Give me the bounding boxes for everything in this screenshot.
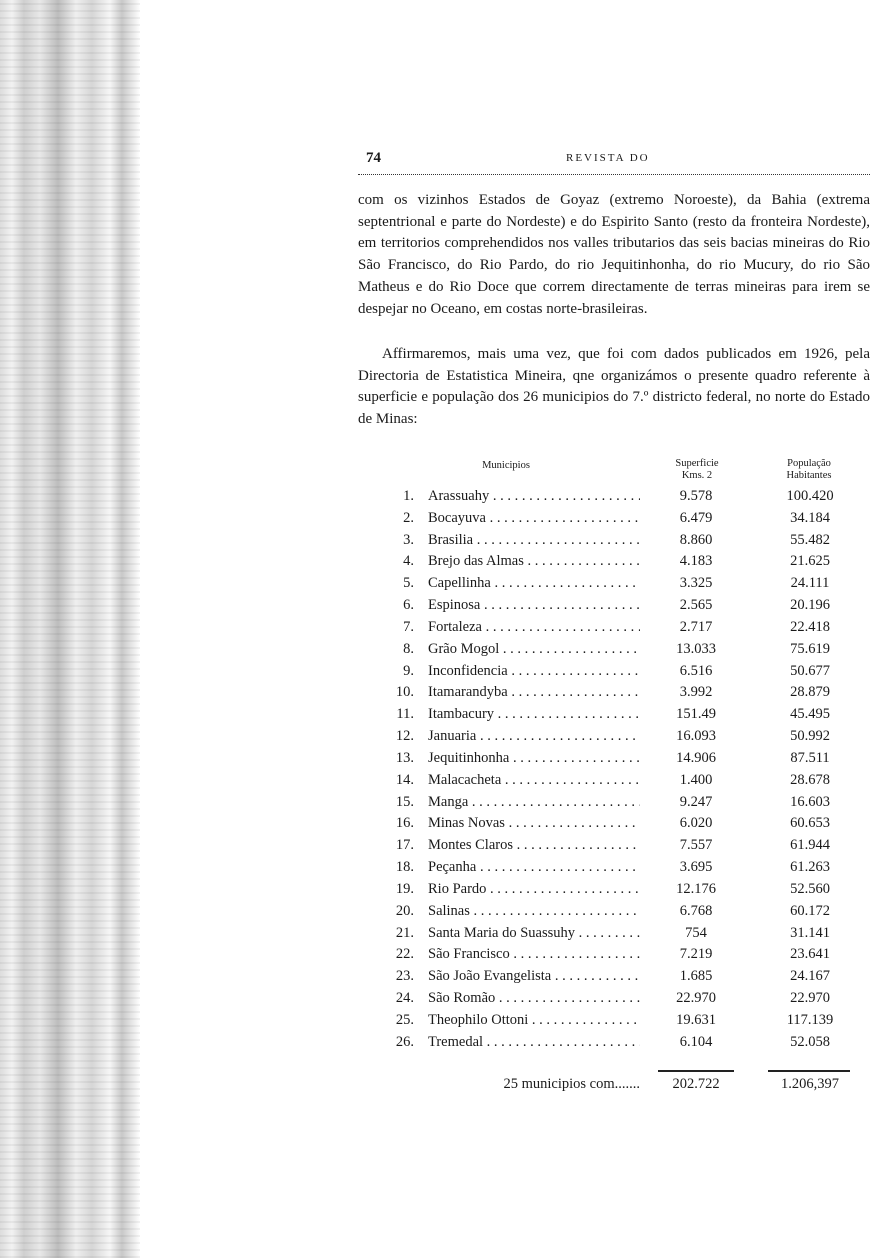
total-label: 25 municipios com....... xyxy=(503,1076,640,1092)
table-row: 10. Itamarandyba . . . 3.992 28.879 xyxy=(360,682,870,704)
table-row: 14. Malacacheta . . . 1.400 28.678 xyxy=(360,770,870,792)
table-row: 11. Itambacury . . . 151.49 45.495 xyxy=(360,704,870,726)
table-row: 5. Capellinha . . . 3.325 24.111 xyxy=(360,573,870,595)
table-row: 26. Tremedal . . . 6.104 52.058 xyxy=(360,1032,870,1054)
table-row: 23. São João Evangelista . . . 1.685 24.167 xyxy=(360,966,870,988)
table-total-row xyxy=(360,1073,870,1095)
total-populacao: 1.206,397 xyxy=(781,1076,839,1092)
paragraph-1: com os vizinhos Estados de Goyaz (extremo Noroeste), da Bahia (extrema septentrional e parte do Nordeste) e do Espirito Santo (resto da fronteira Nordeste), em territorios comprehendidos nos valles tributarios das seis bacias mineiras do Rio São Francisco, do Rio Pardo, do rio Jequitinhonha, do rio Mucury, do rio São Matheus e do Rio Doce que correm directamente de terras mineiras para irem se despejar no Oceano, em costas norte-brasileiras. xyxy=(358,192,870,317)
paragraph-2: Affirmaremos, mais uma vez, que foi com dados publicados em 1926, pela Directoria de Estatistica Mineira, qne organizámos o presente quadro referente à superficie e população dos 26 municipios do 7.º districto federal, no norte do Estado de Minas: xyxy=(358,346,870,428)
table-row: 7. Fortaleza . . . 2.717 22.418 xyxy=(360,617,870,639)
table-row: 22. São Francisco . . . 7.219 23.641 xyxy=(360,944,870,966)
table-row: 17. Montes Claros . . . 7.557 61.944 xyxy=(360,835,870,857)
page-number: 74 xyxy=(366,150,381,166)
column-header-municipios: Municipios xyxy=(482,460,530,471)
table-row: 25. Theophilo Ottoni . . . 19.631 117.139 xyxy=(360,1010,870,1032)
table-row: 19. Rio Pardo . . . 12.176 52.560 xyxy=(360,879,870,901)
table-row: 21. Santa Maria do Suassuhy . . . 754 31.141 xyxy=(360,923,870,945)
table-row: 15. Manga . . . 9.247 16.603 xyxy=(360,792,870,814)
table-row: 2. Bocayuva . . . 6.479 34.184 xyxy=(360,508,870,530)
column-header-superficie: Superficie Kms. 2 xyxy=(675,458,719,481)
table-row: 24. São Romão . . . 22.970 22.970 xyxy=(360,988,870,1010)
table-row: 1. Arassuahy . . . 9.578 100.420 xyxy=(360,486,870,508)
table-row: 16. Minas Novas . . . 6.020 60.653 xyxy=(360,813,870,835)
total-rule-populacao xyxy=(768,1070,850,1072)
table-row: 6. Espinosa . . . 2.565 20.196 xyxy=(360,595,870,617)
table-row: 12. Januaria . . . 16.093 50.992 xyxy=(360,726,870,748)
scanned-binding-edge xyxy=(0,0,140,1258)
table-row: 3. Brasilia . . . 8.860 55.482 xyxy=(360,530,870,552)
running-head: REVISTA DO xyxy=(566,152,650,164)
table-row: 8. Grão Mogol . . . 13.033 75.619 xyxy=(360,639,870,661)
table-row: 9. Inconfidencia . . . 6.516 50.677 xyxy=(360,661,870,683)
column-header-populacao: População Habitantes xyxy=(786,458,832,481)
table-row: 20. Salinas . . . 6.768 60.172 xyxy=(360,901,870,923)
total-superficie: 202.722 xyxy=(672,1076,720,1092)
table-row: 13. Jequitinhonha . . . 14.906 87.511 xyxy=(360,748,870,770)
total-rule-superficie xyxy=(658,1070,734,1072)
table-row: 18. Peçanha . . . 3.695 61.263 xyxy=(360,857,870,879)
table-row: 4. Brejo das Almas . . . 4.183 21.625 xyxy=(360,551,870,573)
page-header xyxy=(358,150,870,175)
municipios-table xyxy=(360,486,870,1054)
